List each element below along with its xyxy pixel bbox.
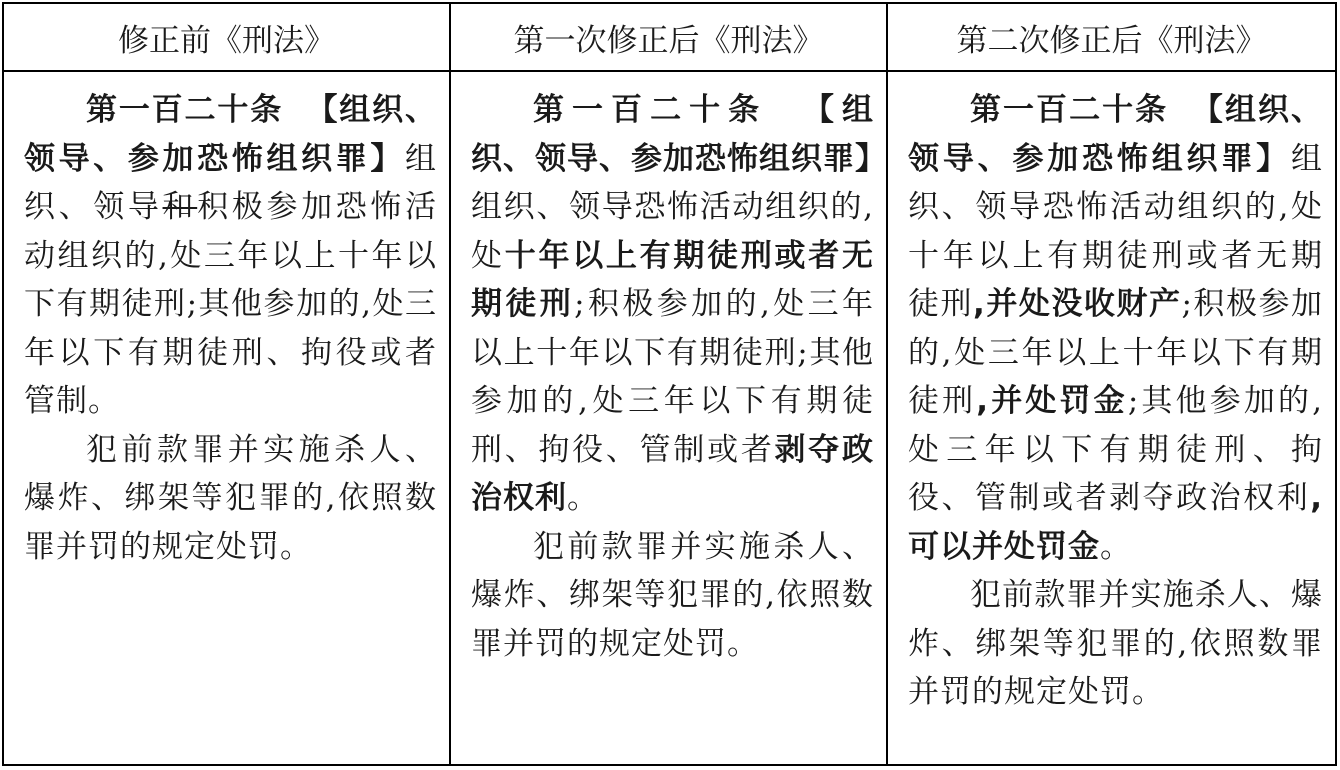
article-text: 积极参加恐怖活动组织的,处三年以上十年以下有期徒刑;其他参加的,处三年以下有期徒刑、拘役或者管制。 xyxy=(24,189,438,419)
header-before-amendment: 修正前《刑法》 xyxy=(4,4,451,72)
article-paragraph xyxy=(471,86,887,523)
article-text: 组织、领导恐怖活动组织的,处十年以上有期徒刑或者无期徒刑 xyxy=(908,140,1323,322)
article-number: 第一百二十条 xyxy=(86,92,284,128)
cell-before-amendment xyxy=(4,72,451,764)
header-second-amendment: 第二次修正后《刑法》 xyxy=(888,4,1335,72)
article-text: ;积极参加的,处三年以上十年以下有期徒刑;其他参加的,处三年以下有期徒刑、拘役、管制或者 xyxy=(471,286,874,468)
header-first-amendment: 第一次修正后《刑法》 xyxy=(451,4,888,72)
article-text: 组织、领导 xyxy=(24,140,437,225)
second-paragraph: 犯前款罪并实施杀人、爆炸、绑架等犯罪的,依照数罪并罚的规定处罚。 xyxy=(908,577,1323,710)
article-paragraph xyxy=(24,86,437,426)
comparison-table xyxy=(2,2,1337,766)
second-paragraph: 犯前款罪并实施杀人、爆炸、绑架等犯罪的,依照数罪并罚的规定处罚。 xyxy=(471,528,874,662)
second-paragraph: 犯前款罪并实施杀人、爆炸、绑架等犯罪的,依照数罪并罚的规定处罚。 xyxy=(24,431,437,565)
amended-text: ,并处没收财产 xyxy=(973,286,1182,322)
crime-title: 【组织、领导、参加恐怖组织罪】 xyxy=(24,92,437,177)
article-number: 第一百二十条 xyxy=(533,92,768,128)
cell-second-amendment xyxy=(888,72,1335,764)
article-number: 第一百二十条 xyxy=(970,92,1169,128)
amended-text: ,并处罚金 xyxy=(976,383,1128,419)
deleted-text: 和 xyxy=(162,189,198,225)
amended-text: ,可以并处罚金 xyxy=(908,480,1323,565)
amended-text: 十年以上有期徒刑或者无期徒刑 xyxy=(471,237,875,322)
crime-title: 【组织、领导、参加恐怖组织罪】 xyxy=(908,92,1323,177)
cell-first-amendment xyxy=(451,72,888,764)
article-text: 组织、领导恐怖活动组织的,处 xyxy=(471,189,874,274)
article-text: 。 xyxy=(567,480,599,516)
article-paragraph xyxy=(908,86,1323,571)
crime-title: 【组织、领导、参加恐怖组织罪】 xyxy=(471,92,887,177)
article-text: 。 xyxy=(1100,528,1132,565)
article-text: ;其他参加的,处三年以下有期徒刑、拘役、管制或者剥夺政治权利 xyxy=(908,383,1323,516)
amended-text: 剥夺政治权利 xyxy=(471,431,875,516)
article-text: ;积极参加的,处三年以上十年以下有期徒刑 xyxy=(908,286,1323,419)
